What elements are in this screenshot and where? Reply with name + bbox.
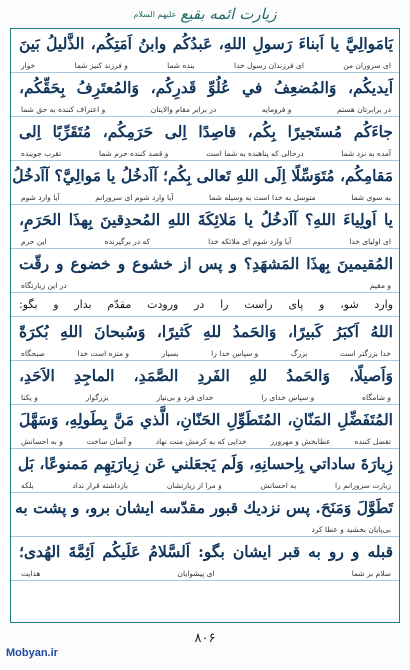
translation-word: و مقیم xyxy=(369,280,391,290)
translation-line xyxy=(11,346,400,361)
translation-word: و شامگاه xyxy=(362,392,391,402)
translation-word: این حرم xyxy=(21,236,47,246)
translation-word: و منزه است خدا xyxy=(77,348,129,358)
translation-line xyxy=(11,234,400,249)
translation-word: در برابرتان هستم xyxy=(336,104,391,114)
translation-word: درحالی که پناهنده به شما است xyxy=(206,148,304,158)
translation-word: متوسل به خدا است به وسیله شما xyxy=(209,192,316,202)
page-header xyxy=(0,0,410,28)
translation-word: بنده شما xyxy=(167,60,195,70)
translation-word: زیارت سرورانم را xyxy=(335,480,391,490)
translation-word: آیا وارد شوم xyxy=(21,192,60,202)
arabic-line: اَيديكُم، وَالمُضعِفُ في عُلُوِّ قَدرِكُم، وَالمُعتَرِفُ بِحَقِّكُم، xyxy=(19,78,393,97)
translation-word: عطابخش و مهرورز xyxy=(270,436,331,446)
translation-line xyxy=(11,390,400,405)
arabic-line: اللهُ اَكبَرُ كَبيرًا، وَالحَمدُ للهِ كَثيرًا، وَسُبحانَ اللهِ بُكرَةً xyxy=(19,322,393,341)
translation-word: و قصد کننده حرم شما xyxy=(98,148,169,158)
translation-word: بازداشته قرار نداد xyxy=(72,480,129,490)
translation-word: بسیار xyxy=(161,348,179,358)
page-footer xyxy=(0,625,410,670)
translation-word: بزرگوار xyxy=(85,392,109,402)
translation-word: و به احسانش xyxy=(21,436,63,446)
translation-word: و فرومایه xyxy=(261,104,292,114)
translation-word: که در برگیرنده xyxy=(104,236,151,246)
translation-word: و یکتا xyxy=(21,392,38,402)
translation-word: خدایی که به کرمش منت نهاد xyxy=(155,436,247,446)
header-subtitle: علیهم السلام xyxy=(133,9,177,19)
translation-word: آمده به نزد شما xyxy=(341,148,391,158)
translation-word: در این زیارتگاه xyxy=(21,280,67,290)
arabic-line: مَقامِكُم، مُتَوَسِّلًا اِلَى اللهِ تَعالى بِكُم؛ آاَدخُلُ يا مَوالِيَّ؟ آاَدخُلُ xyxy=(12,166,393,185)
translation-word: ای فرزندان رسول خدا xyxy=(234,60,304,70)
persian-instruction-line: وارد شو، و پای راست را در ورودت مقدّم بدار و بگو: xyxy=(11,293,400,317)
translation-word: ای اولیای خدا xyxy=(349,236,391,246)
translation-word: هدایت xyxy=(21,568,41,578)
translation-word: و سپاس خدا را xyxy=(211,348,259,358)
translation-line xyxy=(11,102,400,117)
page-number: ۸۰۶ xyxy=(194,631,216,646)
translation-word: و فرزند کنیز شما xyxy=(74,60,128,70)
translation-line xyxy=(11,434,400,449)
text-frame xyxy=(10,28,400,623)
translation-word: و آسان ساخت xyxy=(86,436,132,446)
translation-line xyxy=(11,522,400,537)
translation-line xyxy=(11,58,400,73)
translation-word: تفضل کننده xyxy=(354,436,391,446)
translation-word: بی‌پایان بخشید و عطا کرد xyxy=(311,524,391,534)
translation-word: در برابر مقام والایتان xyxy=(150,104,217,114)
arabic-line: يا اَولِياءَ اللهِ؟ آاَدخُلُ يا مَلائِكَةَ اللهِ المُحدِقينَ بِهذَا الحَرَمِ، xyxy=(19,210,393,229)
translation-word: تقرب جوینده xyxy=(21,148,62,158)
arabic-line: جاءَكُم مُستَجيرًا بِكُم، قاصِدًا اِلى حَرَمِكُم، مُتَقَرِّبًا اِلى xyxy=(19,122,393,141)
translation-line xyxy=(11,478,400,493)
translation-word: آیا وارد شوم ای سرورانم xyxy=(95,192,174,202)
translation-line xyxy=(11,566,400,581)
translation-word: خدای فرد و بی‌نیاز xyxy=(156,392,214,402)
translation-word: ای سروران من xyxy=(343,60,391,70)
translation-word: سلام بر شما xyxy=(351,568,391,578)
translation-line xyxy=(11,146,400,161)
translation-word: و اعتراف کننده به حق شما xyxy=(21,104,106,114)
arabic-line: المُقيمينَ بِهذَا المَشهَدِ؟ و پس از خشوع و خضوع و رقّت xyxy=(19,254,393,273)
translation-word: بلکه xyxy=(21,480,34,490)
arabic-line: وَاَصيلًا، وَالحَمدُ للهِ الفَردِ الصَّمَدِ، الماجِدِ الاَحَدِ، xyxy=(19,366,393,385)
translation-word: به احسانش xyxy=(260,480,297,490)
translation-word: خوار xyxy=(21,60,36,70)
arabic-line: قبله و رو به قبر ايشان بگو: اَلسَّلامُ عَلَيكُم اَئِمَّةَ الهُدى؛ xyxy=(19,542,393,561)
arabic-line: يَامَوالِيَّ يا اَبناءَ رَسولِ اللهِ، عَبدُكُم وابنُ اَمَتِكُم، الذَّليلُ بَينَ xyxy=(19,34,393,53)
translation-word: بزرگ xyxy=(290,348,308,358)
translation-word: و سپاس خدای را xyxy=(261,392,315,402)
arabic-line: تَطَوَّلَ وَمَنَحَ. پس نزديك قبور مقدّسه ايشان برو، و پشت به xyxy=(15,498,393,517)
translation-word: ای پیشوایان xyxy=(177,568,215,578)
arabic-line: زِيارَةَ ساداتي بِاِحسانِهِ، وَلَم يَجعَلني عَن زِيارَتِهِم مَمنوعًا، بَل xyxy=(17,454,393,473)
translation-word: صبحگاه xyxy=(21,348,45,358)
site-watermark: Mobyan.ir xyxy=(6,647,58,659)
translation-word: آیا وارد شوم ای ملائکه خدا xyxy=(208,236,292,246)
translation-line xyxy=(11,278,400,293)
header-title: زیارت ائمه بقیع xyxy=(180,5,277,23)
arabic-line: المُتَفَضِّلِ المَنّانِ، المُتَطَوِّلِ الحَنّانِ، الَّذي مَنَّ بِطَولِهِ، وَسَهَّلَ xyxy=(19,410,393,429)
translation-word: و مرا از زیارتشان xyxy=(166,480,222,490)
translation-word: خدا بزرگتر است xyxy=(340,348,391,358)
translation-line xyxy=(11,190,400,205)
translation-word: به سوی شما xyxy=(351,192,391,202)
